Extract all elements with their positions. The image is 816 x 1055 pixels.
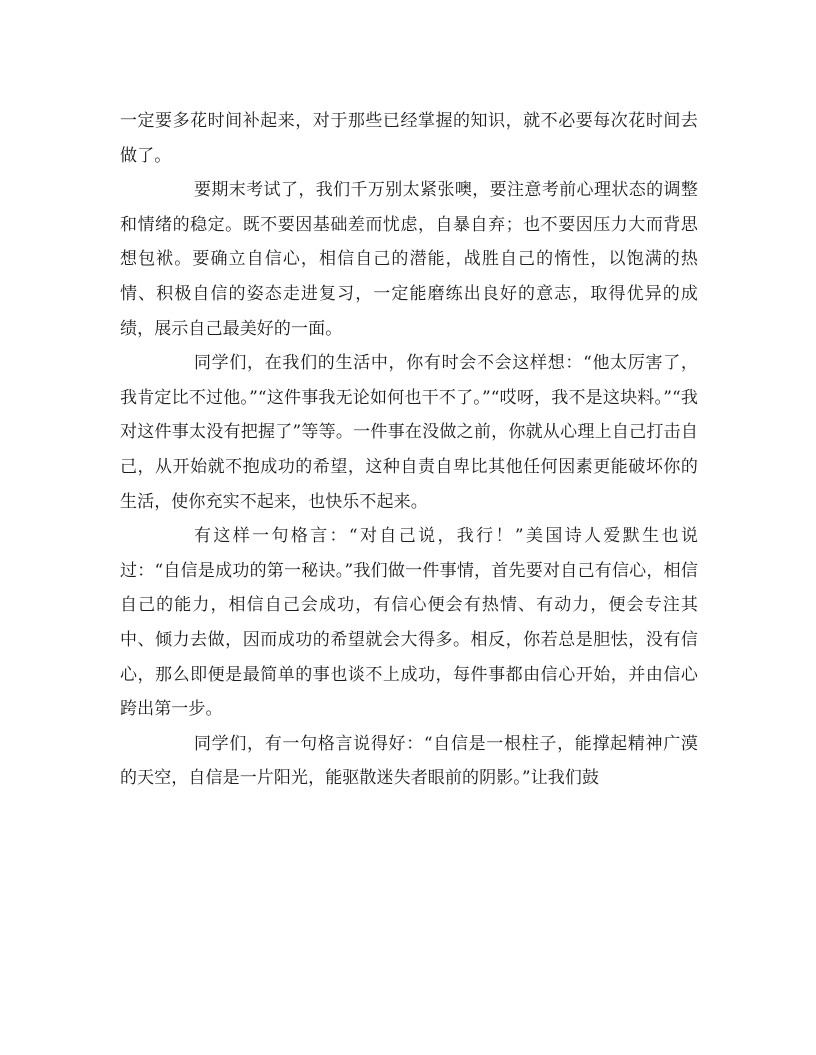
paragraph-confidence-quote: 有这样一句格言：“对自己说，我行！”美国诗人爱默生也说过：“自信是成功的第一秘诀。”我们做一件事情，首先要对自己有信心，相信自己的能力，相信自己会成功，有信心便会有热情、有动力，便会专注其中、倾力去做，因而成功的希望就会大得多。相反，你若总是胆怯，没有信心，那么即便是最简单的事也谈不上成功，每件事都由信心开始，并由信心跨出第一步。 [120, 526, 698, 720]
document-body [120, 104, 698, 796]
paragraph-closing: 同学们，有一句格言说得好：“自信是一根柱子，能撑起精神广漠的天空，自信是一片阳光，能驱散迷失者眼前的阴影。”让我们鼓 [120, 733, 698, 789]
paragraph-continuation: 一定要多花时间补起来，对于那些已经掌握的知识，就不必要每次花时间去做了。 [120, 111, 698, 166]
paragraph-self-doubt: 同学们，在我们的生活中，你有时会不会这样想：“他太厉害了，我肯定比不过他。”“这件事我无论如何也干不了。”“哎呀，我不是这块料。”“我对这件事太没有把握了”等等。一件事在没做之前，你就从心理上自己打击自己，从开始就不抱成功的希望，这种自责自卑比其他任何因素更能破坏你的生活，使你充实不起来，也快乐不起来。 [120, 353, 698, 512]
paragraph-exam-mindset: 要期末考试了，我们千万别太紧张噢，要注意考前心理状态的调整和情绪的稳定。既不要因基础差而忧虑，自暴自弃；也不要因压力大而背思想包袱。要确立自信心，相信自己的潜能，战胜自己的惰性，以饱满的热情、积极自信的姿态走进复习，一定能磨练出良好的意志，取得优异的成绩，展示自己最美好的一面。 [120, 180, 698, 339]
